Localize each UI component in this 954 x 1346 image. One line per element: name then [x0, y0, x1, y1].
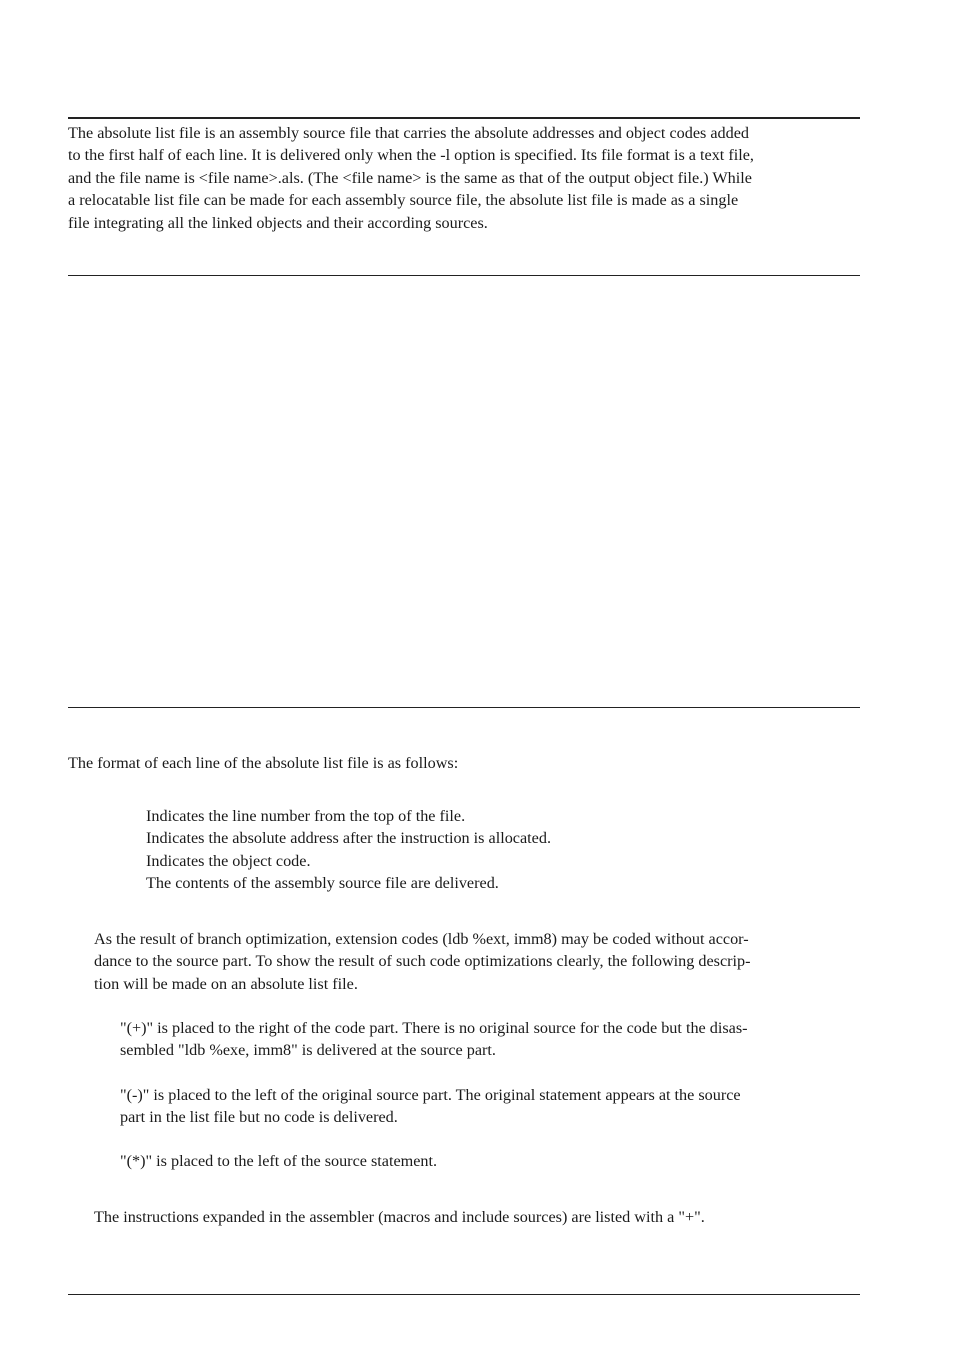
- removed-code-line: "(-)" is placed to the left of the original source part. The original statement appears at the source: [120, 1086, 741, 1104]
- bottom-rule: [68, 1294, 860, 1295]
- format-definition-source: The contents of the assembly source file are delivered.: [146, 874, 499, 893]
- intro-paragraph: [68, 122, 860, 234]
- optimization-line: dance to the source part. To show the result of such code optimizations clearly, the following descrip-: [94, 952, 751, 971]
- modified-code-line: "(*)" is placed to the left of the source statement.: [120, 1152, 438, 1170]
- intro-line: a relocatable list file can be made for each assembly source file, the absolute list file is made as a single: [68, 191, 739, 210]
- optimization-note: [94, 928, 854, 995]
- removed-code-note: [120, 1084, 850, 1129]
- intro-line: file integrating all the linked objects and their according sources.: [68, 213, 488, 232]
- added-code-line: sembled "ldb %exe, imm8" is delivered at the source part.: [120, 1041, 496, 1060]
- figure-bottom-rule: [68, 707, 860, 708]
- format-definition-line-number: Indicates the line number from the top of the file.: [146, 807, 466, 825]
- intro-line: The absolute list file is an assembly source file that carries the absolute addresses and object codes added: [68, 124, 749, 142]
- intro-line: and the file name is <file name>.als. (The <file name> is the same as that of the output object file.) While: [68, 168, 752, 187]
- expanded-instructions-line: The instructions expanded in the assembler (macros and include sources) are listed with a "+".: [94, 1208, 705, 1226]
- format-definition-address: Indicates the absolute address after the instruction is allocated.: [146, 829, 551, 848]
- optimization-line: As the result of branch optimization, extension codes (ldb %ext, imm8) may be coded without accor-: [94, 930, 749, 948]
- expanded-instructions-note: [94, 1206, 854, 1228]
- figure-area: [68, 276, 860, 706]
- added-code-line: "(+)" is placed to the right of the code part. There is no original source for the code but the disas-: [120, 1019, 748, 1037]
- format-intro-text: The format of each line of the absolute list file is as follows:: [68, 754, 459, 772]
- format-definition-list: [146, 805, 846, 895]
- removed-code-line: part in the list file but no code is delivered.: [120, 1108, 398, 1127]
- optimization-line: tion will be made on an absolute list file.: [94, 974, 358, 993]
- modified-code-note: [120, 1150, 850, 1172]
- format-intro: [68, 752, 860, 774]
- format-definition-code: Indicates the object code.: [146, 851, 311, 870]
- added-code-note: [120, 1017, 850, 1062]
- intro-line: to the first half of each line. It is delivered only when the -l option is specified. Its file format is a text file,: [68, 146, 754, 165]
- top-rule: [68, 117, 860, 119]
